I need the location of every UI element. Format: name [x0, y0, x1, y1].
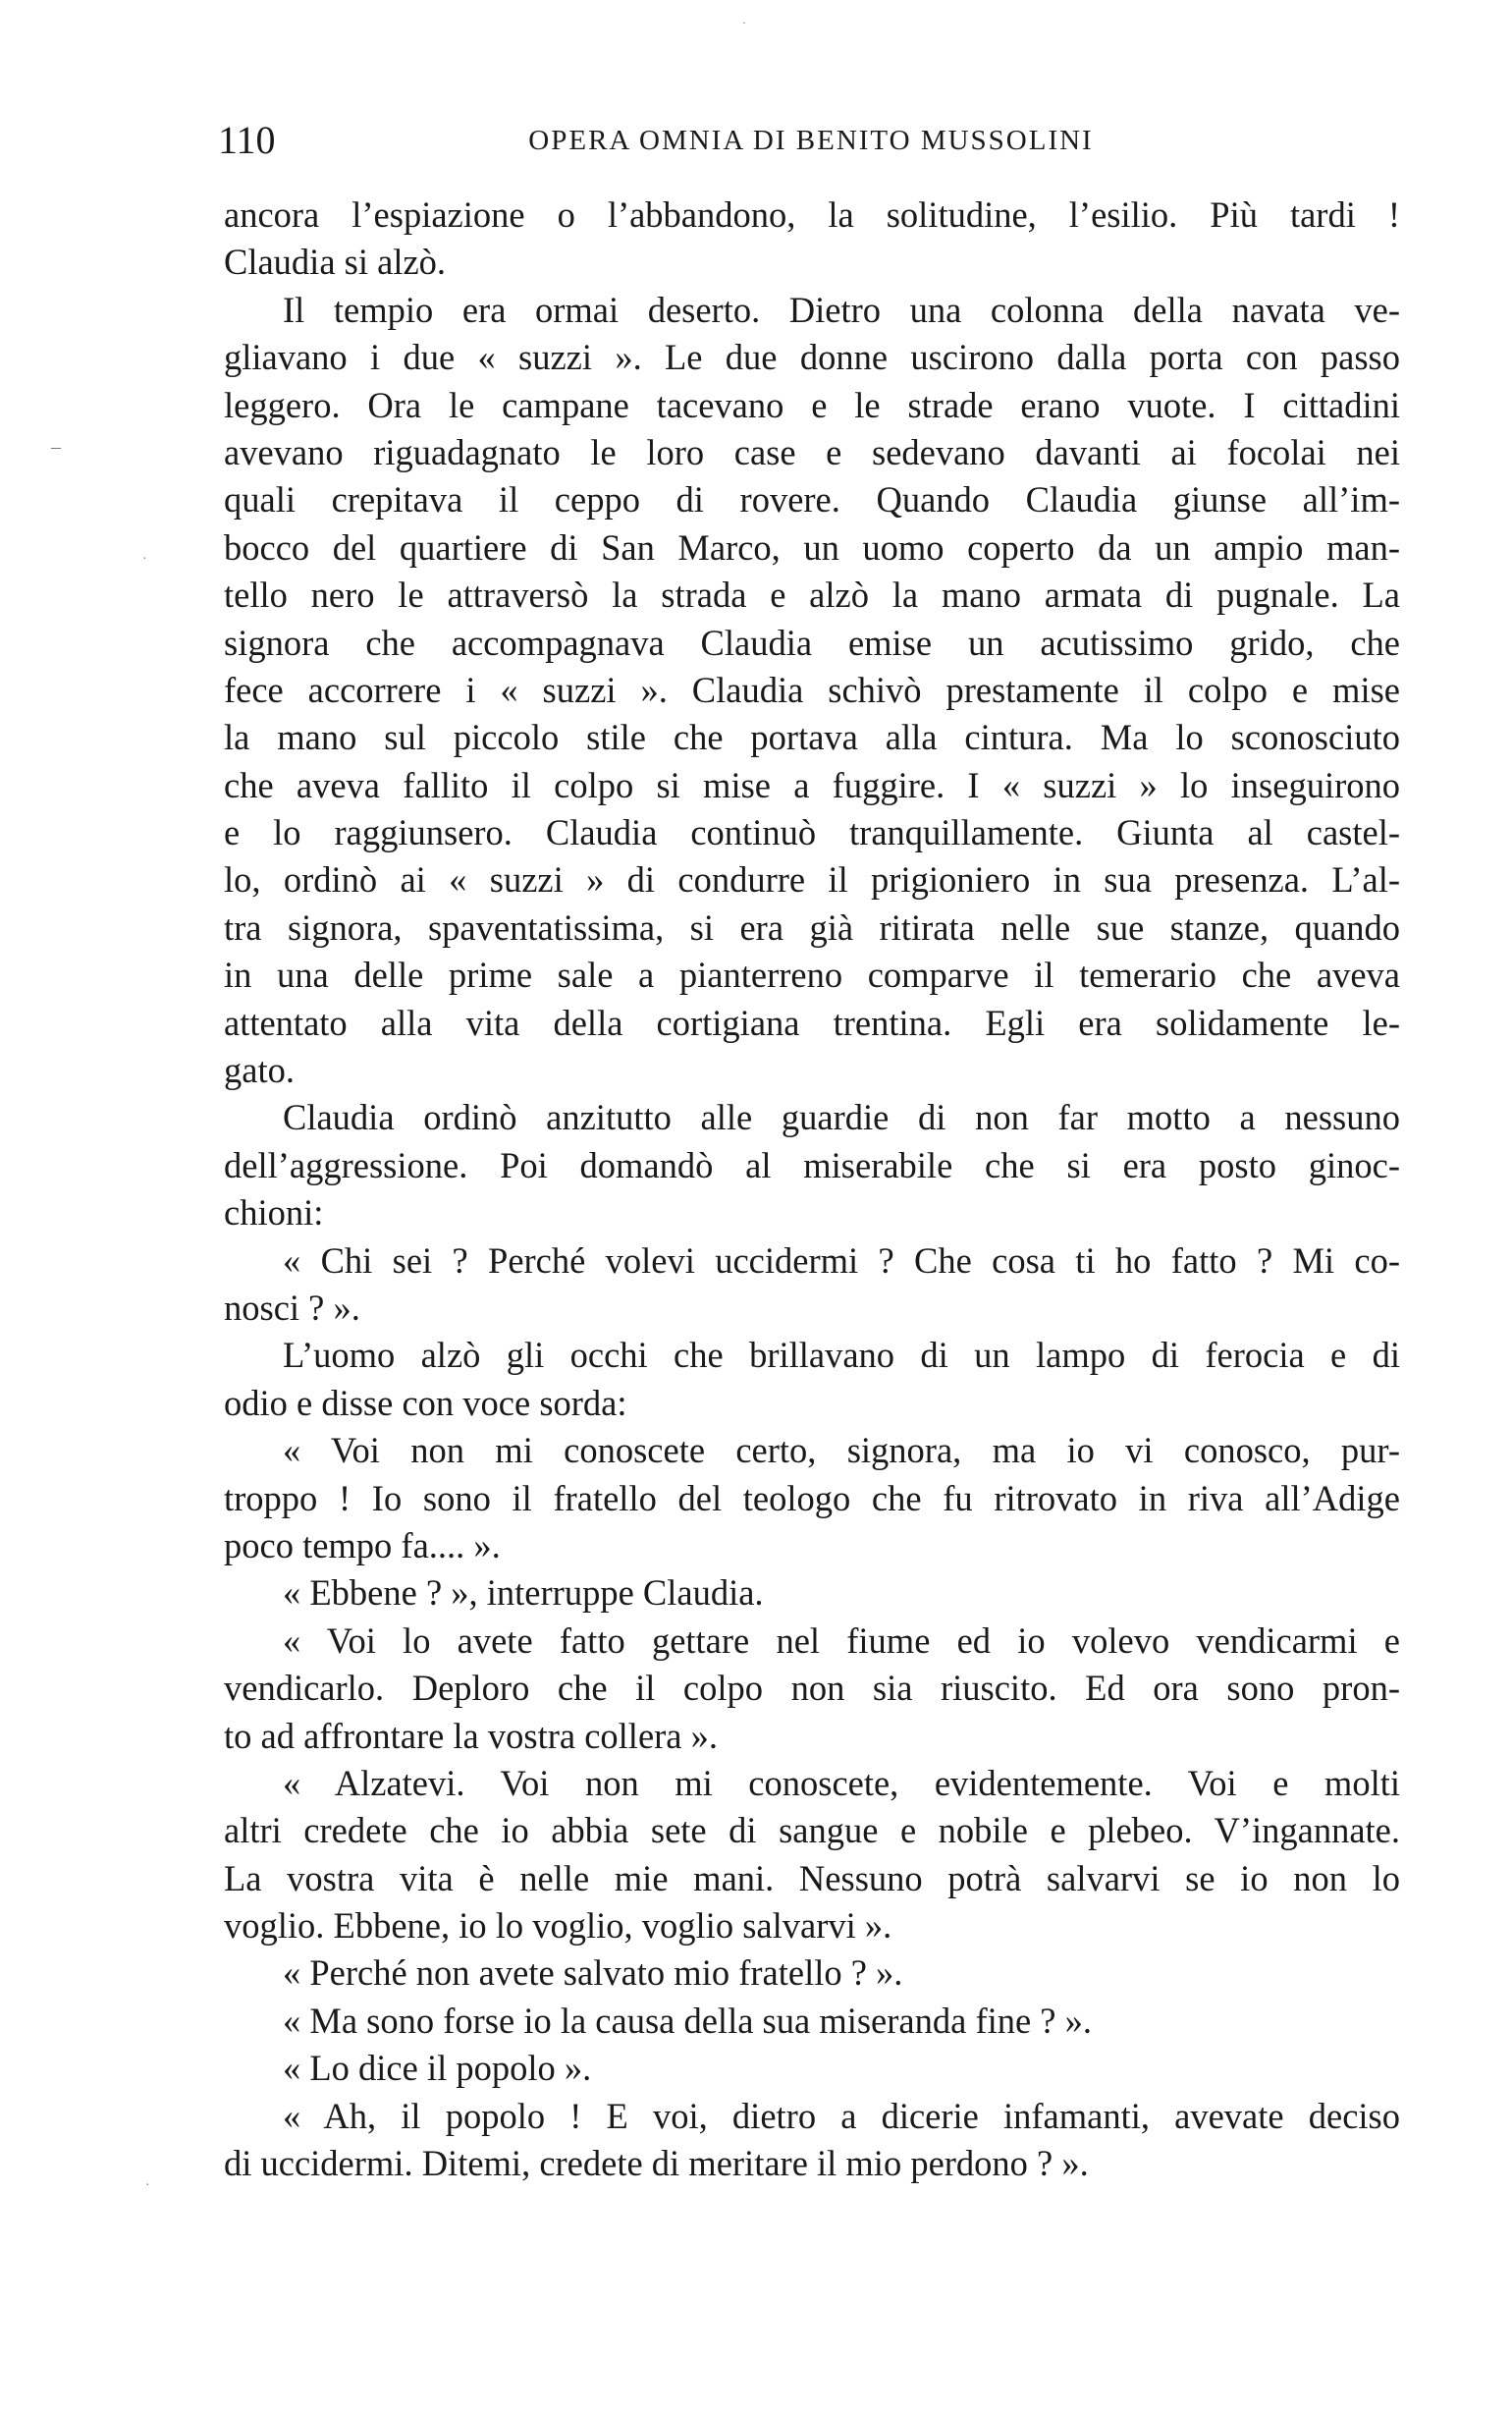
- body-text: [224, 192, 1400, 2187]
- text-line: bocco del quartiere di San Marco, un uomo coperto da un ampio man-: [224, 526, 1400, 568]
- text-line: Claudia si alzò.: [224, 242, 447, 283]
- text-line: signora che accompagnava Claudia emise un acutissimo grido, che: [224, 622, 1400, 663]
- text-line: quali crepitava il ceppo di rovere. Quando Claudia giunse all’im-: [224, 479, 1400, 521]
- book-title: OPERA OMNIA DI BENITO MUSSOLINI: [528, 125, 1094, 156]
- text-line: « Alzatevi. Voi non mi conoscete, evidentemente. Voi e molti: [283, 1762, 1400, 1803]
- text-line: « Voi non mi conoscete certo, signora, ma io vi conosco, pur-: [283, 1430, 1400, 1471]
- running-head: [218, 116, 1404, 165]
- text-line: « Chi sei ? Perché volevi uccidermi ? Che cosa ti ho fatto ? Mi co-: [283, 1239, 1400, 1281]
- text-line: di uccidermi. Ditemi, credete di meritare il mio perdono ? ».: [224, 2143, 1089, 2184]
- text-line: poco tempo fa.... ».: [224, 1524, 501, 1565]
- text-line: in una delle prime sale a pianterreno comparve il temerario che aveva: [224, 955, 1400, 996]
- scan-speck: ·: [145, 2178, 150, 2193]
- scan-speck: ·: [142, 552, 147, 567]
- text-line: « Ebbene ? », interruppe Claudia.: [283, 1572, 764, 1614]
- text-line: « Ah, il popolo ! E voi, dietro a dicerie infamanti, avevate deciso: [283, 2095, 1400, 2136]
- text-line: « Perché non avete salvato mio fratello ? ».: [283, 1952, 903, 1994]
- text-line: L’uomo alzò gli occhi che brillavano di un lampo di ferocia e di: [283, 1335, 1400, 1376]
- text-line: la mano sul piccolo stile che portava alla cintura. Ma lo sconosciuto: [224, 717, 1400, 758]
- text-line: tello nero le attraversò la strada e alzò la mano armata di pugnale. La: [224, 575, 1400, 616]
- text-line: troppo ! Io sono il fratello del teologo che fu ritrovato in riva all’Adige: [224, 1477, 1400, 1518]
- page-number: 110: [218, 118, 276, 162]
- text-line: « Voi lo avete fatto gettare nel fiume ed io volevo vendicarmi e: [283, 1619, 1400, 1661]
- text-line: e lo raggiunsero. Claudia continuò tranquillamente. Giunta al castel-: [224, 812, 1400, 853]
- text-line: dell’aggressione. Poi domandò al miserabile che si era posto ginoc-: [224, 1144, 1400, 1185]
- text-line: vendicarlo. Deploro che il colpo non sia riuscito. Ed ora sono pron-: [224, 1668, 1400, 1709]
- text-line: che aveva fallito il colpo si mise a fuggire. I « suzzi » lo inseguirono: [224, 764, 1400, 805]
- text-line: Claudia ordinò anzitutto alle guardie di non far motto a nessuno: [283, 1097, 1400, 1138]
- text-line: chioni:: [224, 1192, 324, 1234]
- text-line: « Lo dice il popolo ».: [283, 2048, 592, 2089]
- text-line: avevano riguadagnato le loro case e sedevano davanti ai focolai nei: [224, 431, 1400, 472]
- text-line: ancora l’espiazione o l’abbandono, la solitudine, l’esilio. Più tardi !: [224, 194, 1400, 235]
- text-line: leggero. Ora le campane tacevano e le strade erano vuote. I cittadini: [224, 384, 1400, 425]
- text-line: altri credete che io abbia sete di sangue e nobile e plebeo. V’ingannate.: [224, 1810, 1400, 1851]
- text-line: tra signora, spaventatissima, si era già ritirata nelle sue stanze, quando: [224, 906, 1400, 948]
- text-line: attentato alla vita della cortigiana trentina. Egli era solidamente le-: [224, 1002, 1400, 1043]
- text-line: gliavano i due « suzzi ». Le due donne uscirono dalla porta con passo: [224, 337, 1400, 378]
- text-line: Il tempio era ormai deserto. Dietro una colonna della navata ve-: [283, 289, 1400, 330]
- text-line: La vostra vita è nelle mie mani. Nessuno potrà salvarvi se io non lo: [224, 1857, 1400, 1898]
- text-line: nosci ? ».: [224, 1287, 360, 1328]
- text-line: fece accorrere i « suzzi ». Claudia schivò prestamente il colpo e mise: [224, 669, 1400, 710]
- text-line: lo, ordinò ai « suzzi » di condurre il prigioniero in sua presenza. L’al-: [224, 859, 1400, 901]
- text-line: gato.: [224, 1050, 295, 1091]
- scan-speck: ·: [742, 16, 746, 29]
- text-line: odio e disse con voce sorda:: [224, 1382, 627, 1423]
- scan-speck: –: [51, 436, 61, 458]
- text-line: voglio. Ebbene, io lo voglio, voglio salvarvi ».: [224, 1905, 892, 1947]
- text-line: to ad affrontare la vostra collera ».: [224, 1715, 718, 1756]
- text-line: « Ma sono forse io la causa della sua miseranda fine ? ».: [283, 2000, 1093, 2041]
